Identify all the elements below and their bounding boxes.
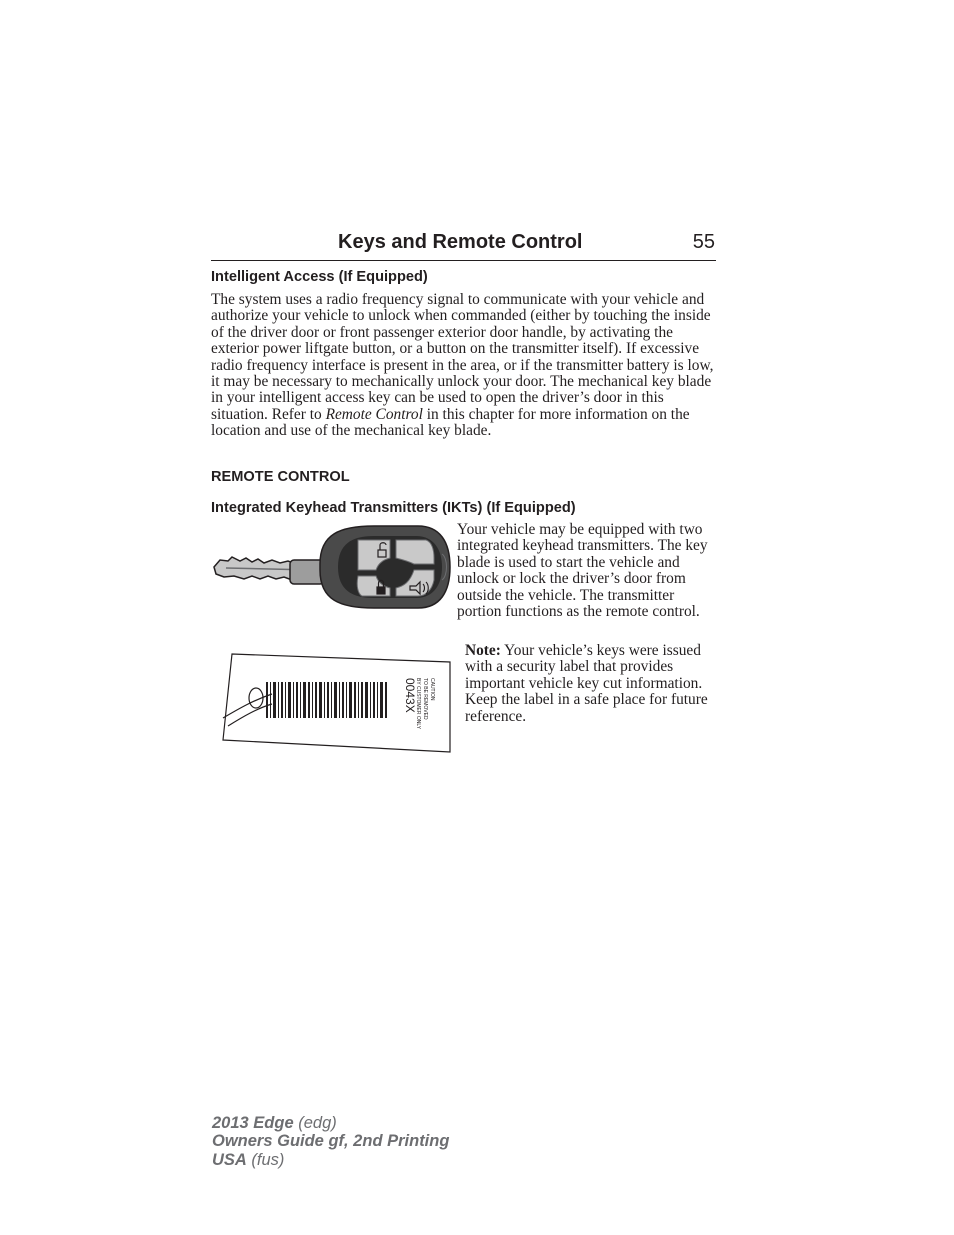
paragraph-intelligent-access: The system uses a radio frequency signal to communicate with your vehicle and authorize your vehicle to unlock when commanded (either by touching the inside of the driver door or front passenger exterior door handle, by activating the exterior power liftgate button, or a button on the transmitter itself). If excessive radio frequency interface is present in the area, or if the transmitter battery is low, it may be necessary to mechanically unlock your door. The mechanical key blade in your intelligent access key can be used to open the driver’s door in this situation. Refer to Remote Control in this chapter for more information on the location and use of the mechanical key blade. — [211, 291, 714, 440]
note-label: Note: — [465, 642, 501, 659]
heading-remote-control: REMOTE CONTROL — [211, 469, 350, 485]
key-code-text: 0043X — [403, 678, 417, 713]
heading-ikt: Integrated Keyhead Transmitters (IKTs) (If Equipped) — [211, 500, 576, 516]
footer-line-2: Owners Guide gf, 2nd Printing — [212, 1132, 450, 1151]
page-header — [211, 229, 716, 261]
cross-reference: Remote Control — [325, 405, 423, 423]
footer-line-3: USA (fus) — [212, 1150, 285, 1169]
page-number: 55 — [692, 231, 715, 253]
page-footer — [212, 1114, 449, 1169]
caution-line-3: CAUTION — [429, 678, 435, 701]
security-label-illustration — [220, 652, 456, 756]
footer-line-1: 2013 Edge (edg) — [212, 1114, 337, 1132]
paragraph-ikt: Your vehicle may be equipped with two integrated keyhead transmitters. The key blade is used to start the vehicle and unlock or lock the driver’s door from outside the vehicle. The transmitter portion functions as the remote control. — [457, 521, 708, 621]
key-fob-illustration — [212, 524, 452, 610]
caution-line-1: BY CUSTOMER ONLY — [415, 678, 421, 730]
note-security-label: Note: Your vehicle’s keys were issued with a security label that provides important vehicle key cut information. Keep the label in a safe place for future reference. — [465, 642, 708, 725]
heading-intelligent-access: Intelligent Access (If Equipped) — [211, 269, 428, 285]
chapter-title: Keys and Remote Control — [338, 231, 583, 253]
caution-line-2: TO BE REMOVED — [422, 678, 428, 720]
